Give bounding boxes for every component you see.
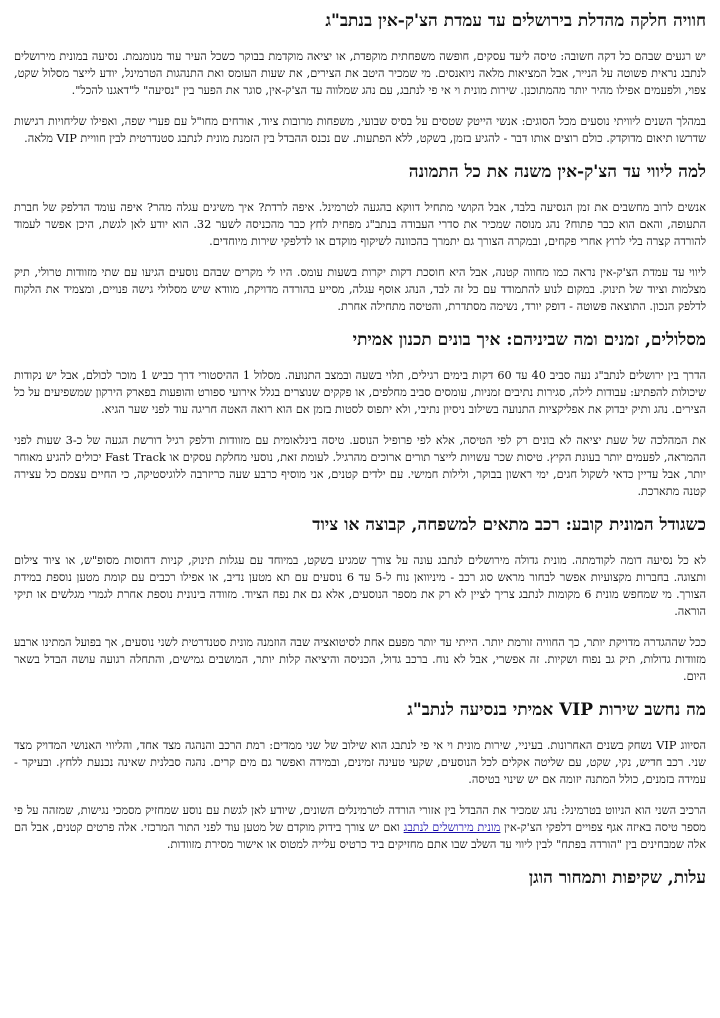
section-vehicle-size xyxy=(14,514,706,685)
section-heading: מה נחשב שירות VIP אמיתי בנסיעה לנתב"ג xyxy=(407,700,706,720)
section-heading: מסלולים, זמנים ומה שביניהם: איך בונים תכנון אמיתי xyxy=(352,330,706,350)
section-intro xyxy=(14,10,706,147)
paragraph: לא כל נסיעה דומה לקודמתה. מונית גדולה מירושלים לנתבג עונה על צורך שמגיע בשקט, במיוחד עם עגלות תינוק, קניות דחוסות מסופ"ש, או ציוד צילום ותצוגה. בחברות מקצועיות אפשר לבחור מראש סוג רכב - מיניוואן נוח ל-5 עד 6 נוסעים עם תא מטען נדיב, או אפילו רכבים עם קומת מטען נוספת במידת הצורך. מי שמחפש מונית 6 מקומות לנתבג צריך לציין לא רק את מספר הנוסעים, אלא גם את נפח הציוד. מזוודה בינונית נוספת אחרת לגמרי מגלשים או תיקי הוראה. xyxy=(14,554,706,618)
paragraph-text-after-link: ואם יש צורך בידוק מוקדם של מטען עוד לפני התור המרכזי. אלה פרטים קטנים, אבל הם אלה שמבחינים בין "הורדה בפתח" לבין ליווי עד השלב שבו אתם מחזיקים ביד כרטיס עלייה למטוס או אישור מסירת מזוודות. xyxy=(14,821,706,851)
paragraph: ככל שההגדרה מדויקת יותר, כך החוויה זורמת יותר. הייתי עד יותר מפעם אחת לסיטואציה שבה הוזמנה מונית סטנדרטית לשני נוסעים, אך בפועל המתינו ארבע מזוודות גדולות, תיק גב נפוח ושקיות. זה אפשרי, אבל לא נוח. ברכב גדול, הכניסה והיציאה קלות יותר, המושבים גמישים, והתחלה רגועה עושה הבדל בשאר היום. xyxy=(14,636,706,683)
paragraph: הסיווג VIP נשחק בשנים האחרונות. בעיניי, שירות מונית וי אי פי לנתבג הוא שילוב של שני ממדים: רמת הרכב והנהגה מצד אחד, והליווי האנושי המדויק מצד שני. רכב חדיש, נקי, שקט, עם שליטה אקלים לכל הנוסעים, שקעי טעינה זמינים, ובמידה ואפשר גם מים קרים. נהגה סבלנית שאינה נכנעת ללחץ. ובעיקר - עמידה בזמנים, כולל המתנה יזומה אם יש שינוי בטיסה. xyxy=(14,739,706,786)
paragraph: הדרך בין ירושלים לנתב"ג נעה סביב 40 עד 60 דקות בימים רגילים, תלוי בשעה ובמצב התנועה. מסלול 1 ההיסטורי דרך כביש 1 מוכר לכולם, אבל יש נקודות שיכולות להפתיע: עבודות לילה, סגירות נתיבים זמניות, עומסים סביב מחלפים, או פקקים שנוצרים בגלל אירועי ספורט והופעות בפארק הירקון שמשפיעים על כל הצירים. נהג ותיק יבדוק את אפליקציות התנועה בשילוב ניסיון נתיבי, ולא יתפוס לסטות בזמן אם הוא רואה האטה חריגה עוד לפני שער הגיא. xyxy=(14,369,707,416)
section-heading: עלות, שקיפות ותמחור הוגן xyxy=(528,868,706,888)
taxi-jerusalem-airport-link[interactable]: מונית מירושלים לנתבג xyxy=(403,821,501,834)
paragraph: את המהלכה של שעת יציאה לא בונים רק לפי הטיסה, אלא לפי פרופיל הנוסע. טיסה בינלאומית עם מזוודות ודלפק רגיל דורשת הגעה של כ-3 שעות לפני ההמראה, לפעמים יותר בעונת הקיץ. טיסות שכר עשויות לייצר תורים ארוכים מהרגיל. לעומת זאת, נוסעי מחלקת עסקים או Fast Track יכולים להגיע מאוחר יותר, אבל עדיין כדאי לשקול חגים, ימי ראשון בבוקר, ולילות חמישי. עם ילדים קטנים, אני מוסיף כרבע שעה כריזרבה ללוגיסטיקה, כי החיים עצמם כל עצירה קטנה מתארכת. xyxy=(14,434,706,498)
section-vip-service xyxy=(14,699,706,853)
paragraph: אנשים לרוב מחשבים את זמן הנסיעה בלבד, אבל הקושי מתחיל דווקא בהגעה לטרמינל. איפה לרדת? איך משיגים עגלה מהר? איפה עומד הדלפק של חברת התעופה, והאם הוא כבר פתוח? נהג מנוסה שמכיר את סדרי העבודה בנתב"ג מפחית לחץ כבר מהכניסה לשער 32. הוא יודע לאן לגשת, היכן אפשר לעמוד להורדה קצרה בלי לרוץ אחרי פקחים, ובמקרה הצורך גם יתמרך בהכוונה לשיקוף מוקדם או לדלפקי שירות מיוחדים. xyxy=(14,201,706,248)
section-heading: למה ליווי עד הצ'ק-אין משנה את כל התמונה xyxy=(408,162,706,182)
section-pricing xyxy=(14,867,706,889)
section-checkin-escort xyxy=(14,161,706,315)
paragraph: יש רגעים שבהם כל דקה חשובה: טיסה ליעד עסקים, חופשה משפחתית מוקפדת, או יציאה מוקדמת בבוקר כשכל העיר עוד מנומנמת. נסיעה במונית מירושלים לנתבג נראית פשוטה על הנייר, אבל המציאות מלאה ניואנסים. מי שמכיר היטב את הצירים, את שעות העומס ואת התנהגות הטרמינל, יודע לייצר מסלול שקט, צפוי, ולפעמים אפילו מהיר יותר מהמתוכנן. שירות מונית וי אי פי לנתבג, עם נהג שמלווה עד הצ'ק-אין, סוגר את הפער בין "נסיעה" ל"דאגנו להכל". xyxy=(14,50,706,97)
section-routes-planning xyxy=(14,329,706,500)
section-heading: כשגודל המונית קובע: רכב מתאים למשפחה, קבוצה או ציוד xyxy=(312,515,706,535)
paragraph: במהלך השנים ליוויתי נוסעים מכל הסוגים: אנשי הייטק שטסים על בסיס שבועי, משפחות מרובות ציוד, אורחים מחו"ל עם פערי שפה, ואפילו שליחויות רגישות שדרשו תיאום מדוקדק. כולם רוצים אותו דבר - להגיע בזמן, בשקט, ללא הפתעות. שם נכנס ההבדל בין הזמנת מונית לנתבג סטנדרטית לבין חוויית VIP מלאה. xyxy=(14,115,706,145)
paragraph: ליווי עד עמדת הצ'ק-אין נראה כמו מחווה קטנה, אבל היא חוסכת דקות יקרות בשעות עומס. היו לי מקרים שבהם נוסעים הגיעו עם שתי מזוודות טרולי, תיק מצלמות וציוד של תינוק. במקום לנוע להתמודד עם כל זה לבד, הנהג אוסף עגלה, מסייע בהורדה מדויקת, מוודא שיש מסלולי גישה פנויים, ומצמיד את הלקוח לדלפק הנכון. התוצאה פשוטה - דופק יורד, נשימה מסתדרת, והטיסה מתחילה אחרת. xyxy=(14,266,706,313)
section-heading: חוויה חלקה מהדלת בירושלים עד עמדת הצ'ק-אין בנתב"ג xyxy=(325,11,706,31)
paragraph-with-link xyxy=(14,802,706,853)
paragraph-text-before-link: הרכיב השני הוא הניווט בטרמינל: נהג שמכיר את ההבדל בין אזורי הורדה לטרמינלים השונים, שיודע לאן לגשת עם נוסע שמחזיק מסמכי נגישות, שמזהה על פי מספר טיסה באיזה אגף צפויים דלפקי הצ'ק-אין xyxy=(14,804,706,834)
